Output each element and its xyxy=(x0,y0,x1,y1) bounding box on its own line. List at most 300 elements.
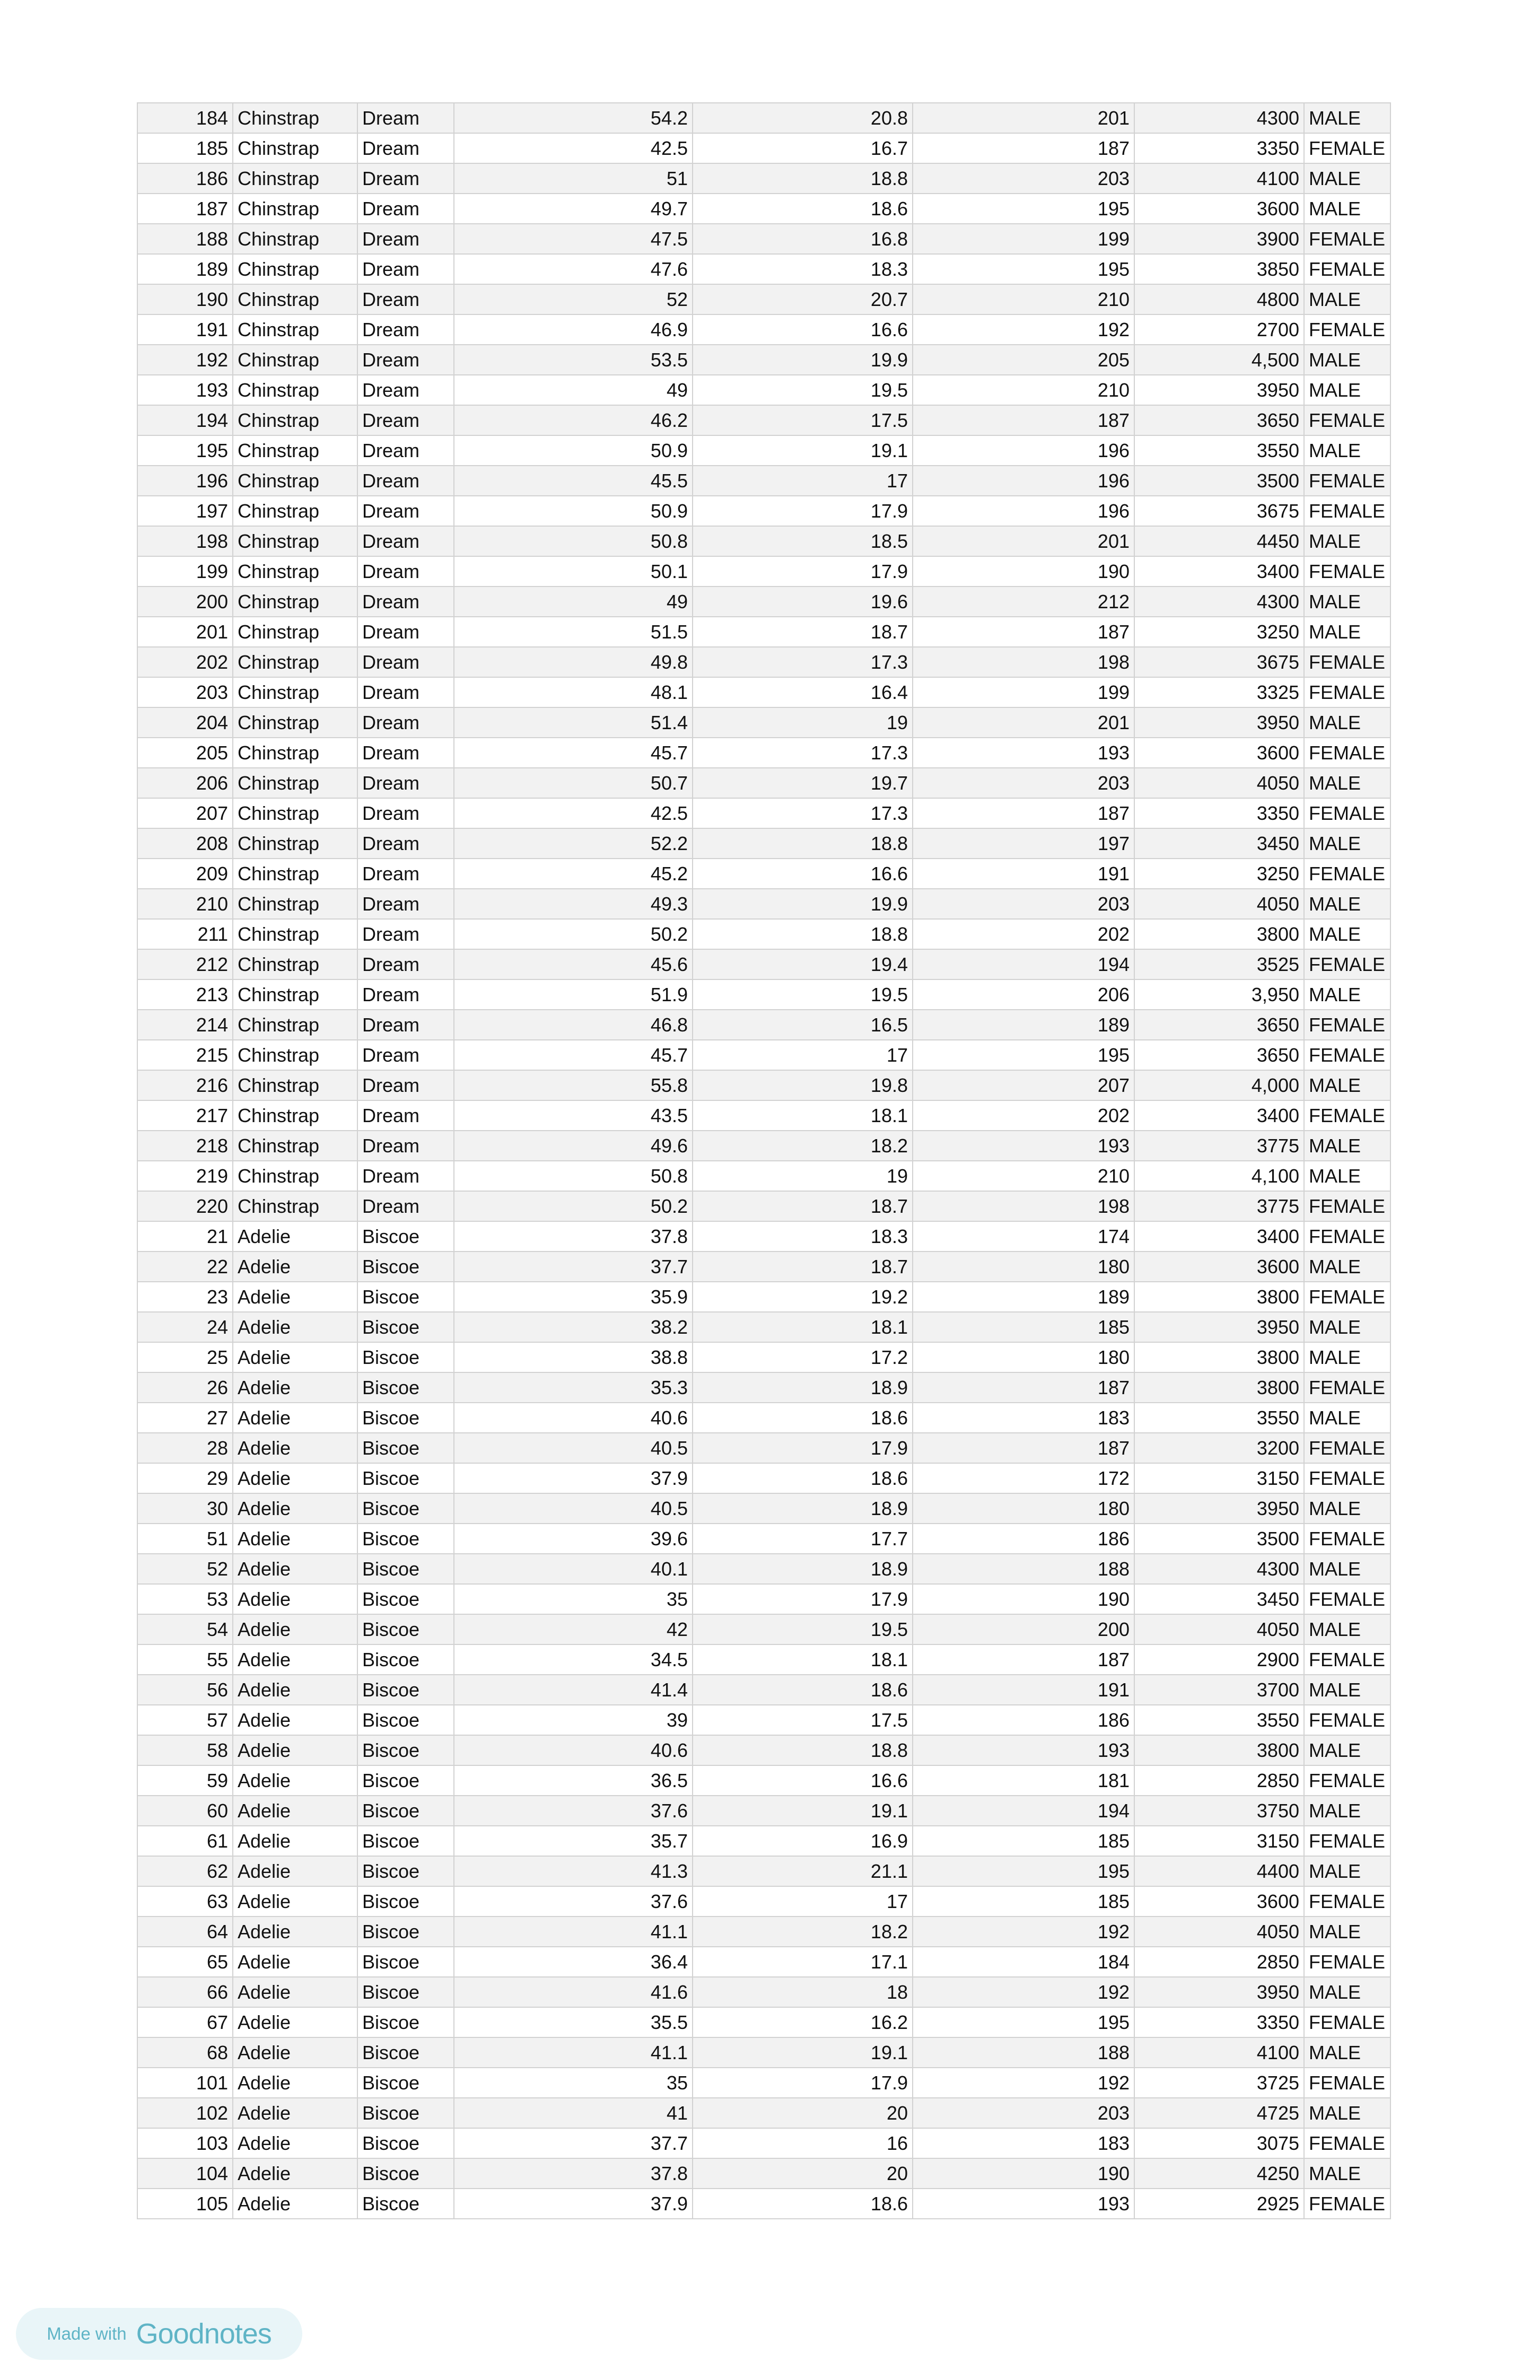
bill-length-cell[interactable]: 42.5 xyxy=(454,798,693,828)
bill-depth-cell[interactable]: 21.1 xyxy=(693,1856,913,1886)
bill-depth-cell[interactable]: 18.6 xyxy=(693,1463,913,1493)
bill-depth-cell[interactable]: 19.5 xyxy=(693,1614,913,1644)
id-cell[interactable]: 211 xyxy=(137,919,233,949)
island-cell[interactable]: Dream xyxy=(357,466,454,496)
bill-length-cell[interactable]: 37.6 xyxy=(454,1886,693,1917)
species-cell[interactable]: Chinstrap xyxy=(233,1100,357,1131)
island-cell[interactable]: Biscoe xyxy=(357,1403,454,1433)
id-cell[interactable]: 184 xyxy=(137,103,233,133)
body-mass-cell[interactable]: 3075 xyxy=(1134,2128,1304,2158)
bill-depth-cell[interactable]: 18.2 xyxy=(693,1131,913,1161)
flipper-length-cell[interactable]: 187 xyxy=(913,1433,1134,1463)
bill-length-cell[interactable]: 50.9 xyxy=(454,435,693,466)
bill-length-cell[interactable]: 46.8 xyxy=(454,1010,693,1040)
id-cell[interactable]: 61 xyxy=(137,1826,233,1856)
bill-depth-cell[interactable]: 18.1 xyxy=(693,1312,913,1342)
sex-cell[interactable]: MALE xyxy=(1304,1675,1390,1705)
id-cell[interactable]: 21 xyxy=(137,1221,233,1252)
bill-depth-cell[interactable]: 18.5 xyxy=(693,526,913,556)
id-cell[interactable]: 210 xyxy=(137,889,233,919)
bill-depth-cell[interactable]: 19.1 xyxy=(693,435,913,466)
sex-cell[interactable]: MALE xyxy=(1304,1977,1390,2007)
bill-length-cell[interactable]: 55.8 xyxy=(454,1070,693,1100)
body-mass-cell[interactable]: 3800 xyxy=(1134,919,1304,949)
island-cell[interactable]: Biscoe xyxy=(357,1282,454,1312)
sex-cell[interactable]: FEMALE xyxy=(1304,254,1390,284)
bill-length-cell[interactable]: 41 xyxy=(454,2098,693,2128)
bill-depth-cell[interactable]: 17.9 xyxy=(693,556,913,587)
species-cell[interactable]: Adelie xyxy=(233,1614,357,1644)
flipper-length-cell[interactable]: 187 xyxy=(913,133,1134,163)
bill-depth-cell[interactable]: 17.1 xyxy=(693,1947,913,1977)
flipper-length-cell[interactable]: 203 xyxy=(913,2098,1134,2128)
id-cell[interactable]: 215 xyxy=(137,1040,233,1070)
island-cell[interactable]: Biscoe xyxy=(357,1917,454,1947)
bill-length-cell[interactable]: 46.2 xyxy=(454,405,693,435)
bill-length-cell[interactable]: 50.8 xyxy=(454,1161,693,1191)
id-cell[interactable]: 25 xyxy=(137,1342,233,1372)
id-cell[interactable]: 62 xyxy=(137,1856,233,1886)
sex-cell[interactable]: MALE xyxy=(1304,617,1390,647)
island-cell[interactable]: Dream xyxy=(357,768,454,798)
body-mass-cell[interactable]: 3250 xyxy=(1134,859,1304,889)
bill-depth-cell[interactable]: 20 xyxy=(693,2158,913,2189)
bill-depth-cell[interactable]: 16.2 xyxy=(693,2007,913,2037)
flipper-length-cell[interactable]: 188 xyxy=(913,2037,1134,2068)
species-cell[interactable]: Adelie xyxy=(233,1282,357,1312)
bill-depth-cell[interactable]: 18.6 xyxy=(693,194,913,224)
species-cell[interactable]: Adelie xyxy=(233,1463,357,1493)
flipper-length-cell[interactable]: 183 xyxy=(913,2128,1134,2158)
sex-cell[interactable]: FEMALE xyxy=(1304,1705,1390,1735)
species-cell[interactable]: Chinstrap xyxy=(233,194,357,224)
id-cell[interactable]: 187 xyxy=(137,194,233,224)
species-cell[interactable]: Chinstrap xyxy=(233,1040,357,1070)
flipper-length-cell[interactable]: 212 xyxy=(913,587,1134,617)
bill-depth-cell[interactable]: 17.5 xyxy=(693,405,913,435)
island-cell[interactable]: Biscoe xyxy=(357,1826,454,1856)
body-mass-cell[interactable]: 4300 xyxy=(1134,1554,1304,1584)
id-cell[interactable]: 53 xyxy=(137,1584,233,1614)
bill-length-cell[interactable]: 38.2 xyxy=(454,1312,693,1342)
flipper-length-cell[interactable]: 186 xyxy=(913,1705,1134,1735)
flipper-length-cell[interactable]: 191 xyxy=(913,859,1134,889)
id-cell[interactable]: 193 xyxy=(137,375,233,405)
sex-cell[interactable]: MALE xyxy=(1304,526,1390,556)
flipper-length-cell[interactable]: 174 xyxy=(913,1221,1134,1252)
flipper-length-cell[interactable]: 172 xyxy=(913,1463,1134,1493)
flipper-length-cell[interactable]: 194 xyxy=(913,949,1134,979)
species-cell[interactable]: Chinstrap xyxy=(233,828,357,859)
sex-cell[interactable]: FEMALE xyxy=(1304,1584,1390,1614)
bill-depth-cell[interactable]: 19.5 xyxy=(693,979,913,1010)
bill-length-cell[interactable]: 50.1 xyxy=(454,556,693,587)
id-cell[interactable]: 206 xyxy=(137,768,233,798)
species-cell[interactable]: Chinstrap xyxy=(233,224,357,254)
id-cell[interactable]: 67 xyxy=(137,2007,233,2037)
bill-length-cell[interactable]: 51.5 xyxy=(454,617,693,647)
species-cell[interactable]: Chinstrap xyxy=(233,1161,357,1191)
body-mass-cell[interactable]: 3750 xyxy=(1134,1796,1304,1826)
flipper-length-cell[interactable]: 189 xyxy=(913,1010,1134,1040)
bill-depth-cell[interactable]: 17.7 xyxy=(693,1524,913,1554)
species-cell[interactable]: Chinstrap xyxy=(233,435,357,466)
bill-length-cell[interactable]: 35 xyxy=(454,2068,693,2098)
bill-depth-cell[interactable]: 17.9 xyxy=(693,1584,913,1614)
id-cell[interactable]: 209 xyxy=(137,859,233,889)
sex-cell[interactable]: FEMALE xyxy=(1304,647,1390,677)
flipper-length-cell[interactable]: 199 xyxy=(913,224,1134,254)
species-cell[interactable]: Chinstrap xyxy=(233,798,357,828)
id-cell[interactable]: 213 xyxy=(137,979,233,1010)
sex-cell[interactable]: MALE xyxy=(1304,1252,1390,1282)
bill-length-cell[interactable]: 49 xyxy=(454,587,693,617)
sex-cell[interactable]: FEMALE xyxy=(1304,1886,1390,1917)
bill-depth-cell[interactable]: 18.9 xyxy=(693,1493,913,1524)
body-mass-cell[interactable]: 3400 xyxy=(1134,1100,1304,1131)
id-cell[interactable]: 219 xyxy=(137,1161,233,1191)
sex-cell[interactable]: FEMALE xyxy=(1304,1765,1390,1796)
bill-depth-cell[interactable]: 18.7 xyxy=(693,617,913,647)
body-mass-cell[interactable]: 4100 xyxy=(1134,2037,1304,2068)
body-mass-cell[interactable]: 3550 xyxy=(1134,1705,1304,1735)
id-cell[interactable]: 52 xyxy=(137,1554,233,1584)
island-cell[interactable]: Dream xyxy=(357,556,454,587)
body-mass-cell[interactable]: 4050 xyxy=(1134,1614,1304,1644)
bill-length-cell[interactable]: 47.5 xyxy=(454,224,693,254)
bill-length-cell[interactable]: 42 xyxy=(454,1614,693,1644)
body-mass-cell[interactable]: 3775 xyxy=(1134,1191,1304,1221)
bill-depth-cell[interactable]: 17.2 xyxy=(693,1342,913,1372)
bill-depth-cell[interactable]: 17.3 xyxy=(693,798,913,828)
species-cell[interactable]: Adelie xyxy=(233,1372,357,1403)
flipper-length-cell[interactable]: 192 xyxy=(913,2068,1134,2098)
island-cell[interactable]: Dream xyxy=(357,738,454,768)
flipper-length-cell[interactable]: 185 xyxy=(913,1826,1134,1856)
sex-cell[interactable]: MALE xyxy=(1304,889,1390,919)
body-mass-cell[interactable]: 3350 xyxy=(1134,133,1304,163)
bill-length-cell[interactable]: 49.6 xyxy=(454,1131,693,1161)
sex-cell[interactable]: FEMALE xyxy=(1304,466,1390,496)
bill-length-cell[interactable]: 41.4 xyxy=(454,1675,693,1705)
sex-cell[interactable]: FEMALE xyxy=(1304,1826,1390,1856)
sex-cell[interactable]: MALE xyxy=(1304,284,1390,314)
island-cell[interactable]: Dream xyxy=(357,707,454,738)
bill-depth-cell[interactable]: 16.6 xyxy=(693,1765,913,1796)
bill-depth-cell[interactable]: 16.9 xyxy=(693,1826,913,1856)
island-cell[interactable]: Dream xyxy=(357,405,454,435)
flipper-length-cell[interactable]: 197 xyxy=(913,828,1134,859)
sex-cell[interactable]: MALE xyxy=(1304,1131,1390,1161)
bill-depth-cell[interactable]: 19.4 xyxy=(693,949,913,979)
bill-length-cell[interactable]: 48.1 xyxy=(454,677,693,707)
sex-cell[interactable]: FEMALE xyxy=(1304,314,1390,345)
sex-cell[interactable]: MALE xyxy=(1304,2037,1390,2068)
body-mass-cell[interactable]: 3400 xyxy=(1134,1221,1304,1252)
sex-cell[interactable]: MALE xyxy=(1304,1403,1390,1433)
species-cell[interactable]: Adelie xyxy=(233,1644,357,1675)
sex-cell[interactable]: FEMALE xyxy=(1304,677,1390,707)
bill-length-cell[interactable]: 43.5 xyxy=(454,1100,693,1131)
id-cell[interactable]: 195 xyxy=(137,435,233,466)
flipper-length-cell[interactable]: 193 xyxy=(913,1735,1134,1765)
island-cell[interactable]: Dream xyxy=(357,1100,454,1131)
bill-depth-cell[interactable]: 18.7 xyxy=(693,1191,913,1221)
body-mass-cell[interactable]: 3850 xyxy=(1134,254,1304,284)
bill-length-cell[interactable]: 51 xyxy=(454,163,693,194)
id-cell[interactable]: 68 xyxy=(137,2037,233,2068)
id-cell[interactable]: 60 xyxy=(137,1796,233,1826)
sex-cell[interactable]: FEMALE xyxy=(1304,2128,1390,2158)
sex-cell[interactable]: FEMALE xyxy=(1304,949,1390,979)
species-cell[interactable]: Adelie xyxy=(233,2068,357,2098)
species-cell[interactable]: Adelie xyxy=(233,1433,357,1463)
island-cell[interactable]: Biscoe xyxy=(357,1433,454,1463)
body-mass-cell[interactable]: 3950 xyxy=(1134,1493,1304,1524)
flipper-length-cell[interactable]: 188 xyxy=(913,1554,1134,1584)
id-cell[interactable]: 23 xyxy=(137,1282,233,1312)
id-cell[interactable]: 217 xyxy=(137,1100,233,1131)
bill-depth-cell[interactable]: 19.2 xyxy=(693,1282,913,1312)
species-cell[interactable]: Adelie xyxy=(233,1917,357,1947)
bill-length-cell[interactable]: 40.1 xyxy=(454,1554,693,1584)
id-cell[interactable]: 22 xyxy=(137,1252,233,1282)
species-cell[interactable]: Chinstrap xyxy=(233,617,357,647)
body-mass-cell[interactable]: 3800 xyxy=(1134,1282,1304,1312)
sex-cell[interactable]: FEMALE xyxy=(1304,556,1390,587)
id-cell[interactable]: 196 xyxy=(137,466,233,496)
flipper-length-cell[interactable]: 192 xyxy=(913,314,1134,345)
bill-length-cell[interactable]: 50.8 xyxy=(454,526,693,556)
island-cell[interactable]: Biscoe xyxy=(357,1493,454,1524)
flipper-length-cell[interactable]: 198 xyxy=(913,647,1134,677)
flipper-length-cell[interactable]: 180 xyxy=(913,1342,1134,1372)
species-cell[interactable]: Chinstrap xyxy=(233,859,357,889)
flipper-length-cell[interactable]: 185 xyxy=(913,1886,1134,1917)
species-cell[interactable]: Adelie xyxy=(233,1856,357,1886)
bill-length-cell[interactable]: 36.4 xyxy=(454,1947,693,1977)
island-cell[interactable]: Dream xyxy=(357,526,454,556)
island-cell[interactable]: Dream xyxy=(357,1010,454,1040)
body-mass-cell[interactable]: 3650 xyxy=(1134,405,1304,435)
island-cell[interactable]: Dream xyxy=(357,828,454,859)
bill-length-cell[interactable]: 37.9 xyxy=(454,1463,693,1493)
body-mass-cell[interactable]: 3400 xyxy=(1134,556,1304,587)
id-cell[interactable]: 208 xyxy=(137,828,233,859)
species-cell[interactable]: Adelie xyxy=(233,1493,357,1524)
species-cell[interactable]: Chinstrap xyxy=(233,1191,357,1221)
flipper-length-cell[interactable]: 187 xyxy=(913,1372,1134,1403)
bill-length-cell[interactable]: 51.9 xyxy=(454,979,693,1010)
body-mass-cell[interactable]: 3500 xyxy=(1134,1524,1304,1554)
body-mass-cell[interactable]: 3675 xyxy=(1134,647,1304,677)
id-cell[interactable]: 188 xyxy=(137,224,233,254)
bill-depth-cell[interactable]: 18 xyxy=(693,1977,913,2007)
id-cell[interactable]: 51 xyxy=(137,1524,233,1554)
sex-cell[interactable]: MALE xyxy=(1304,163,1390,194)
bill-length-cell[interactable]: 54.2 xyxy=(454,103,693,133)
bill-length-cell[interactable]: 50.9 xyxy=(454,496,693,526)
sex-cell[interactable]: MALE xyxy=(1304,345,1390,375)
body-mass-cell[interactable]: 3950 xyxy=(1134,707,1304,738)
island-cell[interactable]: Biscoe xyxy=(357,1675,454,1705)
sex-cell[interactable]: MALE xyxy=(1304,1796,1390,1826)
flipper-length-cell[interactable]: 184 xyxy=(913,1947,1134,1977)
body-mass-cell[interactable]: 3950 xyxy=(1134,1977,1304,2007)
body-mass-cell[interactable]: 3350 xyxy=(1134,798,1304,828)
island-cell[interactable]: Dream xyxy=(357,979,454,1010)
island-cell[interactable]: Dream xyxy=(357,919,454,949)
sex-cell[interactable]: FEMALE xyxy=(1304,859,1390,889)
body-mass-cell[interactable]: 3950 xyxy=(1134,1312,1304,1342)
sex-cell[interactable]: MALE xyxy=(1304,1735,1390,1765)
id-cell[interactable]: 199 xyxy=(137,556,233,587)
body-mass-cell[interactable]: 3950 xyxy=(1134,375,1304,405)
flipper-length-cell[interactable]: 192 xyxy=(913,1977,1134,2007)
id-cell[interactable]: 202 xyxy=(137,647,233,677)
island-cell[interactable]: Biscoe xyxy=(357,1796,454,1826)
body-mass-cell[interactable]: 3800 xyxy=(1134,1735,1304,1765)
island-cell[interactable]: Dream xyxy=(357,375,454,405)
flipper-length-cell[interactable]: 206 xyxy=(913,979,1134,1010)
id-cell[interactable]: 194 xyxy=(137,405,233,435)
species-cell[interactable]: Chinstrap xyxy=(233,133,357,163)
island-cell[interactable]: Dream xyxy=(357,1070,454,1100)
id-cell[interactable]: 24 xyxy=(137,1312,233,1342)
sex-cell[interactable]: FEMALE xyxy=(1304,1644,1390,1675)
island-cell[interactable]: Dream xyxy=(357,1131,454,1161)
id-cell[interactable]: 55 xyxy=(137,1644,233,1675)
bill-length-cell[interactable]: 40.6 xyxy=(454,1735,693,1765)
id-cell[interactable]: 190 xyxy=(137,284,233,314)
bill-depth-cell[interactable]: 17 xyxy=(693,1886,913,1917)
species-cell[interactable]: Adelie xyxy=(233,1977,357,2007)
bill-length-cell[interactable]: 52 xyxy=(454,284,693,314)
bill-depth-cell[interactable]: 16.4 xyxy=(693,677,913,707)
island-cell[interactable]: Biscoe xyxy=(357,2128,454,2158)
species-cell[interactable]: Chinstrap xyxy=(233,647,357,677)
body-mass-cell[interactable]: 3800 xyxy=(1134,1342,1304,1372)
body-mass-cell[interactable]: 4400 xyxy=(1134,1856,1304,1886)
flipper-length-cell[interactable]: 186 xyxy=(913,1524,1134,1554)
bill-depth-cell[interactable]: 19 xyxy=(693,707,913,738)
species-cell[interactable]: Adelie xyxy=(233,1584,357,1614)
species-cell[interactable]: Chinstrap xyxy=(233,919,357,949)
bill-length-cell[interactable]: 51.4 xyxy=(454,707,693,738)
bill-depth-cell[interactable]: 18.8 xyxy=(693,163,913,194)
bill-length-cell[interactable]: 41.3 xyxy=(454,1856,693,1886)
flipper-length-cell[interactable]: 196 xyxy=(913,466,1134,496)
bill-length-cell[interactable]: 45.6 xyxy=(454,949,693,979)
island-cell[interactable]: Dream xyxy=(357,314,454,345)
bill-length-cell[interactable]: 49 xyxy=(454,375,693,405)
island-cell[interactable]: Biscoe xyxy=(357,1765,454,1796)
body-mass-cell[interactable]: 4050 xyxy=(1134,768,1304,798)
id-cell[interactable]: 214 xyxy=(137,1010,233,1040)
species-cell[interactable]: Chinstrap xyxy=(233,707,357,738)
bill-depth-cell[interactable]: 20.7 xyxy=(693,284,913,314)
flipper-length-cell[interactable]: 203 xyxy=(913,768,1134,798)
sex-cell[interactable]: MALE xyxy=(1304,1342,1390,1372)
id-cell[interactable]: 200 xyxy=(137,587,233,617)
bill-length-cell[interactable]: 41.6 xyxy=(454,1977,693,2007)
bill-depth-cell[interactable]: 19.6 xyxy=(693,587,913,617)
body-mass-cell[interactable]: 3900 xyxy=(1134,224,1304,254)
body-mass-cell[interactable]: 3550 xyxy=(1134,435,1304,466)
sex-cell[interactable]: MALE xyxy=(1304,828,1390,859)
bill-length-cell[interactable]: 35.7 xyxy=(454,1826,693,1856)
flipper-length-cell[interactable]: 195 xyxy=(913,254,1134,284)
species-cell[interactable]: Adelie xyxy=(233,1675,357,1705)
body-mass-cell[interactable]: 3600 xyxy=(1134,738,1304,768)
species-cell[interactable]: Adelie xyxy=(233,1765,357,1796)
flipper-length-cell[interactable]: 193 xyxy=(913,738,1134,768)
species-cell[interactable]: Chinstrap xyxy=(233,526,357,556)
sex-cell[interactable]: MALE xyxy=(1304,919,1390,949)
species-cell[interactable]: Adelie xyxy=(233,1252,357,1282)
bill-depth-cell[interactable]: 17.9 xyxy=(693,1433,913,1463)
species-cell[interactable]: Adelie xyxy=(233,2158,357,2189)
bill-length-cell[interactable]: 34.5 xyxy=(454,1644,693,1675)
species-cell[interactable]: Chinstrap xyxy=(233,1010,357,1040)
island-cell[interactable]: Dream xyxy=(357,496,454,526)
flipper-length-cell[interactable]: 203 xyxy=(913,163,1134,194)
sex-cell[interactable]: FEMALE xyxy=(1304,133,1390,163)
bill-depth-cell[interactable]: 18.8 xyxy=(693,828,913,859)
species-cell[interactable]: Adelie xyxy=(233,2037,357,2068)
flipper-length-cell[interactable]: 193 xyxy=(913,2189,1134,2219)
body-mass-cell[interactable]: 3600 xyxy=(1134,1886,1304,1917)
bill-length-cell[interactable]: 37.8 xyxy=(454,2158,693,2189)
bill-length-cell[interactable]: 45.7 xyxy=(454,1040,693,1070)
flipper-length-cell[interactable]: 193 xyxy=(913,1131,1134,1161)
body-mass-cell[interactable]: 3600 xyxy=(1134,1252,1304,1282)
species-cell[interactable]: Chinstrap xyxy=(233,284,357,314)
id-cell[interactable]: 205 xyxy=(137,738,233,768)
body-mass-cell[interactable]: 2925 xyxy=(1134,2189,1304,2219)
island-cell[interactable]: Dream xyxy=(357,284,454,314)
island-cell[interactable]: Biscoe xyxy=(357,2189,454,2219)
body-mass-cell[interactable]: 4800 xyxy=(1134,284,1304,314)
island-cell[interactable]: Dream xyxy=(357,617,454,647)
id-cell[interactable]: 29 xyxy=(137,1463,233,1493)
species-cell[interactable]: Chinstrap xyxy=(233,345,357,375)
flipper-length-cell[interactable]: 207 xyxy=(913,1070,1134,1100)
flipper-length-cell[interactable]: 210 xyxy=(913,284,1134,314)
id-cell[interactable]: 102 xyxy=(137,2098,233,2128)
id-cell[interactable]: 204 xyxy=(137,707,233,738)
flipper-length-cell[interactable]: 187 xyxy=(913,798,1134,828)
id-cell[interactable]: 212 xyxy=(137,949,233,979)
bill-length-cell[interactable]: 37.7 xyxy=(454,1252,693,1282)
flipper-length-cell[interactable]: 205 xyxy=(913,345,1134,375)
sex-cell[interactable]: FEMALE xyxy=(1304,1100,1390,1131)
id-cell[interactable]: 220 xyxy=(137,1191,233,1221)
island-cell[interactable]: Dream xyxy=(357,435,454,466)
bill-depth-cell[interactable]: 18.6 xyxy=(693,1403,913,1433)
bill-depth-cell[interactable]: 18.9 xyxy=(693,1554,913,1584)
sex-cell[interactable]: FEMALE xyxy=(1304,738,1390,768)
species-cell[interactable]: Adelie xyxy=(233,1826,357,1856)
sex-cell[interactable]: MALE xyxy=(1304,707,1390,738)
bill-length-cell[interactable]: 50.7 xyxy=(454,768,693,798)
species-cell[interactable]: Adelie xyxy=(233,1312,357,1342)
flipper-length-cell[interactable]: 196 xyxy=(913,435,1134,466)
flipper-length-cell[interactable]: 202 xyxy=(913,919,1134,949)
flipper-length-cell[interactable]: 196 xyxy=(913,496,1134,526)
body-mass-cell[interactable]: 2850 xyxy=(1134,1947,1304,1977)
sex-cell[interactable]: MALE xyxy=(1304,103,1390,133)
